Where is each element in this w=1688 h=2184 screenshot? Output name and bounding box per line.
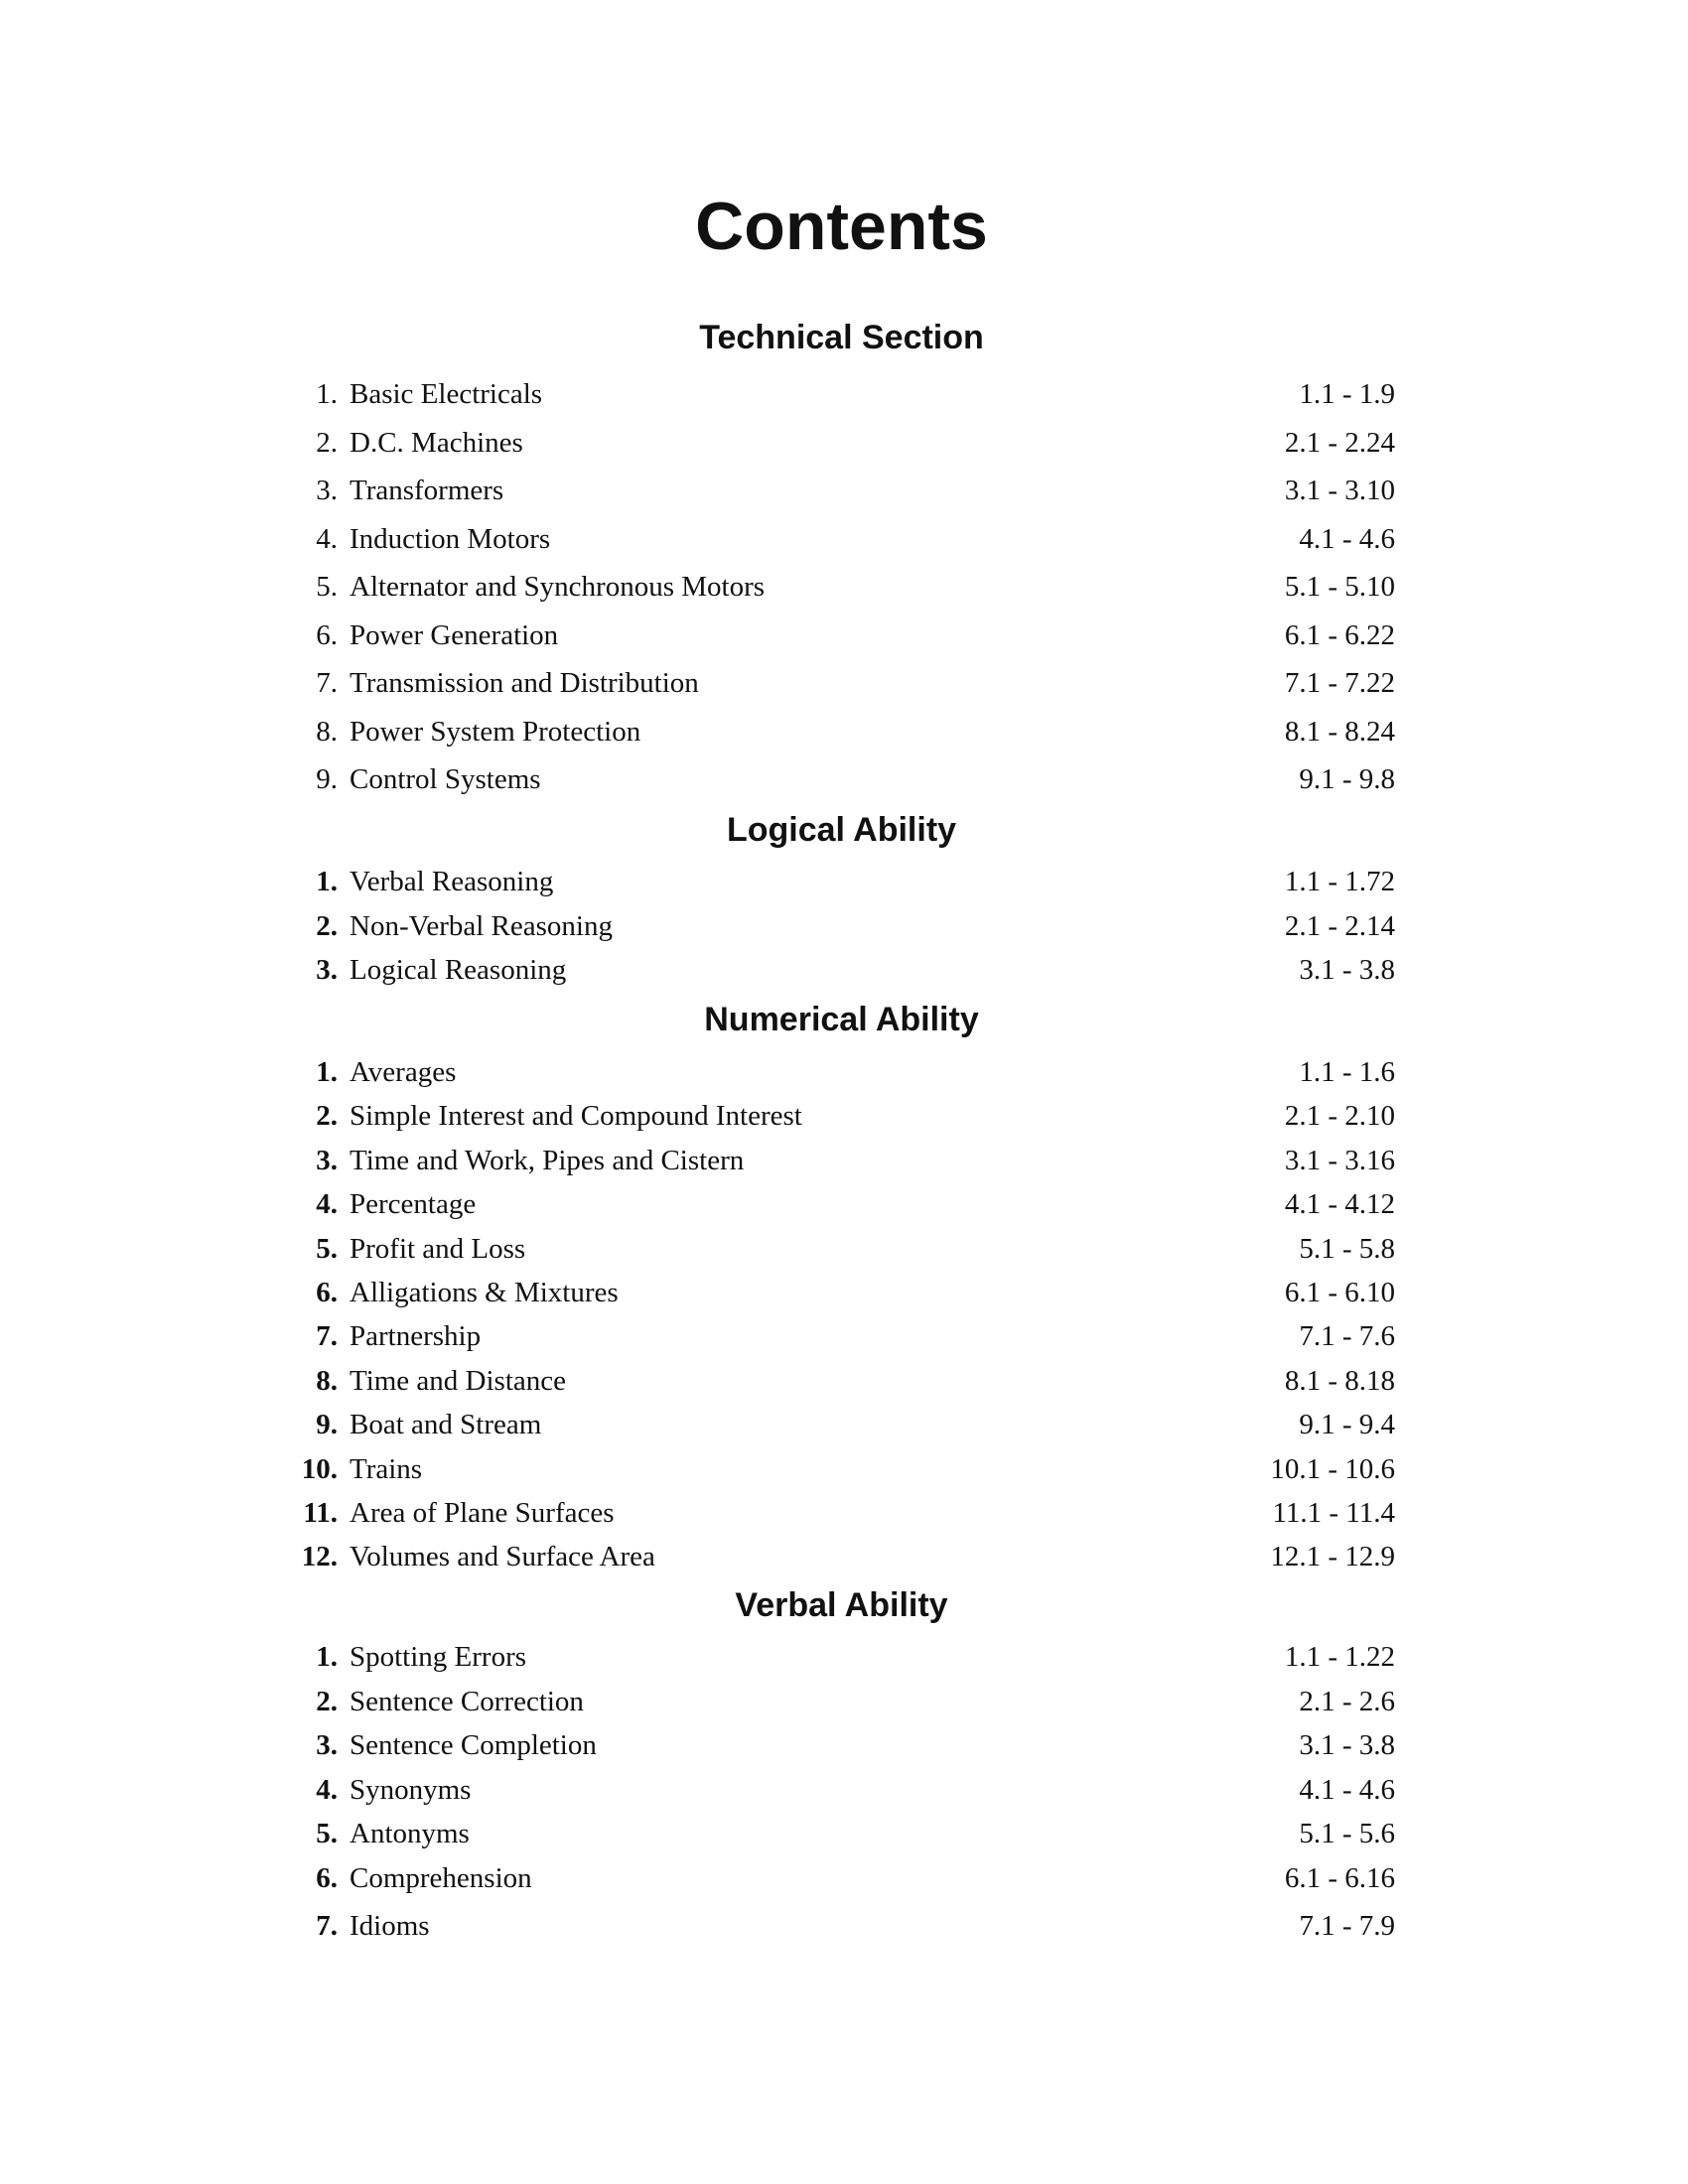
entry-page-range: 4.1 - 4.6 <box>1299 522 1395 555</box>
toc-entry <box>288 1096 1395 1136</box>
entry-title: Power System Protection <box>350 715 641 748</box>
entry-title: Volumes and Surface Area <box>350 1541 655 1573</box>
entry-number: 10. <box>301 1452 338 1485</box>
entry-number: 6. <box>316 1277 338 1308</box>
toc-entry <box>288 1814 1395 1853</box>
entry-page-range: 3.1 - 3.16 <box>1284 1144 1395 1176</box>
entry-title: Sentence Correction <box>350 1685 584 1717</box>
entry-title: Profit and Loss <box>350 1232 526 1265</box>
entry-title: Control Systems <box>350 763 541 795</box>
entry-title: Simple Interest and Compound Interest <box>350 1100 802 1133</box>
entry-page-range: 4.1 - 4.6 <box>1299 1773 1395 1806</box>
toc-entry <box>288 1682 1395 1721</box>
entry-number: 3. <box>316 1144 338 1176</box>
entry-title: Trains <box>350 1452 423 1485</box>
entry-number: 7. <box>316 1910 338 1942</box>
entry-page-range: 7.1 - 7.9 <box>1299 1910 1395 1942</box>
toc-entry <box>288 1273 1395 1312</box>
entry-number: 9. <box>316 1409 338 1441</box>
entry-number: 7. <box>316 1320 338 1353</box>
entry-title: Transformers <box>350 475 504 506</box>
entry-page-range: 1.1 - 1.9 <box>1299 378 1395 410</box>
entry-number: 5. <box>316 1232 338 1265</box>
entry-number: 5. <box>316 571 338 603</box>
entry-number: 11. <box>303 1497 338 1529</box>
toc-entry <box>288 519 1395 559</box>
entry-title: Basic Electricals <box>350 378 543 410</box>
entry-page-range: 1.1 - 1.6 <box>1299 1056 1395 1088</box>
entry-title: Induction Motors <box>350 522 551 555</box>
toc-entry <box>288 471 1395 510</box>
entry-title: Averages <box>350 1056 457 1088</box>
entry-title: Time and Work, Pipes and Cistern <box>350 1144 745 1176</box>
entry-title: Partnership <box>350 1320 482 1353</box>
toc-entry <box>288 1858 1395 1898</box>
entry-page-range: 3.1 - 3.8 <box>1299 954 1395 986</box>
toc-entry <box>288 1725 1395 1765</box>
entry-title: Sentence Completion <box>350 1729 597 1761</box>
toc-entry <box>288 1449 1395 1489</box>
entry-page-range: 8.1 - 8.18 <box>1284 1364 1395 1397</box>
entry-number: 2. <box>316 1100 338 1133</box>
entry-page-range: 3.1 - 3.8 <box>1299 1729 1395 1761</box>
toc-entry <box>288 1906 1395 1946</box>
entry-page-range: 2.1 - 2.10 <box>1284 1100 1395 1133</box>
toc-entry <box>288 1316 1395 1356</box>
toc-entry <box>288 862 1395 901</box>
entry-title: Time and Distance <box>350 1364 567 1397</box>
entry-number: 1. <box>316 1641 338 1673</box>
entry-number: 1. <box>316 866 338 897</box>
entry-number: 5. <box>316 1818 338 1849</box>
entry-number: 6. <box>316 618 338 651</box>
entry-number: 4. <box>316 1188 338 1221</box>
toc-entry <box>288 663 1395 703</box>
entry-number: 2. <box>316 1685 338 1717</box>
entry-title: Logical Reasoning <box>350 954 567 986</box>
entry-number: 1. <box>316 378 338 410</box>
entry-number: 2. <box>316 909 338 942</box>
toc-entry <box>288 423 1395 463</box>
entry-page-range: 6.1 - 6.10 <box>1284 1277 1395 1308</box>
section-heading: Verbal Ability <box>735 1586 948 1624</box>
entry-title: D.C. Machines <box>350 426 523 459</box>
entry-title: Comprehension <box>350 1861 532 1894</box>
entry-page-range: 5.1 - 5.8 <box>1299 1232 1395 1265</box>
entry-page-range: 1.1 - 1.72 <box>1284 866 1395 897</box>
toc-entry <box>288 1405 1395 1444</box>
toc-entry <box>288 1229 1395 1269</box>
toc-entry <box>288 950 1395 990</box>
entry-number: 8. <box>316 715 338 748</box>
entry-page-range: 7.1 - 7.6 <box>1299 1320 1395 1353</box>
section-heading: Technical Section <box>699 319 984 356</box>
toc-entry <box>288 374 1395 414</box>
entry-number: 4. <box>316 522 338 555</box>
entry-title: Area of Plane Surfaces <box>350 1497 615 1529</box>
toc-entry <box>288 906 1395 946</box>
entry-number: 3. <box>316 1729 338 1761</box>
entry-page-range: 5.1 - 5.6 <box>1299 1818 1395 1849</box>
section-heading: Numerical Ability <box>704 1001 979 1038</box>
entry-page-range: 4.1 - 4.12 <box>1284 1188 1395 1221</box>
toc-entry <box>288 1770 1395 1810</box>
entry-title: Synonyms <box>350 1773 472 1806</box>
entry-page-range: 2.1 - 2.6 <box>1299 1685 1395 1717</box>
toc-entry <box>288 712 1395 751</box>
page-title: Contents <box>695 189 988 264</box>
entry-title: Transmission and Distribution <box>350 667 699 699</box>
toc-entry <box>288 567 1395 607</box>
entry-title: Non-Verbal Reasoning <box>350 909 613 942</box>
entry-page-range: 3.1 - 3.10 <box>1284 475 1395 506</box>
toc-entry <box>288 1493 1395 1533</box>
entry-number: 8. <box>316 1364 338 1397</box>
entry-title: Power Generation <box>350 618 559 651</box>
entry-number: 3. <box>316 954 338 986</box>
toc-entry <box>288 1637 1395 1677</box>
entry-page-range: 10.1 - 10.6 <box>1270 1452 1395 1485</box>
toc-entry <box>288 1184 1395 1224</box>
entry-title: Idioms <box>350 1910 430 1942</box>
entry-number: 9. <box>316 763 338 795</box>
entry-title: Alligations & Mixtures <box>350 1277 619 1308</box>
entry-title: Alternator and Synchronous Motors <box>350 571 766 603</box>
toc-entry <box>288 759 1395 799</box>
entry-title: Boat and Stream <box>350 1409 542 1441</box>
toc-entry <box>288 615 1395 655</box>
entry-number: 3. <box>316 475 338 506</box>
entry-number: 1. <box>316 1056 338 1088</box>
entry-page-range: 1.1 - 1.22 <box>1284 1641 1395 1673</box>
entry-page-range: 12.1 - 12.9 <box>1270 1541 1395 1573</box>
toc-entry <box>288 1361 1395 1401</box>
entry-number: 12. <box>301 1541 338 1573</box>
entry-number: 4. <box>316 1773 338 1806</box>
section-heading: Logical Ability <box>726 811 957 849</box>
entry-page-range: 11.1 - 11.4 <box>1272 1497 1395 1529</box>
entry-page-range: 6.1 - 6.22 <box>1284 618 1395 651</box>
entry-page-range: 7.1 - 7.22 <box>1284 667 1395 699</box>
toc-entry <box>288 1052 1395 1092</box>
entry-title: Percentage <box>350 1188 477 1221</box>
entry-title: Antonyms <box>350 1818 470 1849</box>
entry-number: 7. <box>316 667 338 699</box>
entry-page-range: 9.1 - 9.8 <box>1299 763 1395 795</box>
entry-title: Verbal Reasoning <box>350 866 554 897</box>
entry-number: 2. <box>316 426 338 459</box>
entry-page-range: 9.1 - 9.4 <box>1299 1409 1395 1441</box>
toc-entry <box>288 1141 1395 1180</box>
entry-title: Spotting Errors <box>350 1641 527 1673</box>
toc-entry <box>288 1537 1395 1576</box>
entry-page-range: 2.1 - 2.24 <box>1284 426 1395 459</box>
entry-page-range: 8.1 - 8.24 <box>1284 715 1395 748</box>
entry-page-range: 5.1 - 5.10 <box>1284 571 1395 603</box>
entry-number: 6. <box>316 1861 338 1894</box>
entry-page-range: 6.1 - 6.16 <box>1284 1861 1395 1894</box>
entry-page-range: 2.1 - 2.14 <box>1284 909 1395 942</box>
